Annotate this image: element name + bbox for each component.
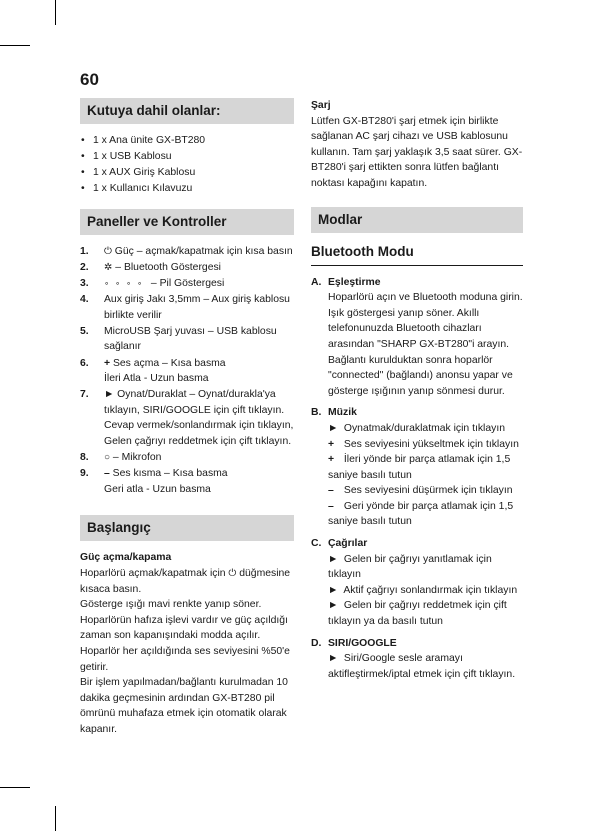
list-item: • 1 x AUX Giriş Kablosu <box>80 165 294 181</box>
list-item: 8. ○ – Mikrofon <box>80 450 294 466</box>
list-item: 3. ∘∘∘∘ – Pil Göstergesi <box>80 278 225 290</box>
page-number: 60 <box>80 70 99 89</box>
call-row: ► Aktif çağrıyı sonlandırmak için tıklayın <box>328 583 523 599</box>
plus-icon: + <box>328 438 335 450</box>
list-item: C. Çağrılar ► Gelen bir çağrıyı yanıtlamak için tıklayın ► Aktif çağrıyı sonlandırmak için tıklayın ► Gelen bir çağrıyı reddetmek için çift tıklayın ya da basılı tutun <box>311 536 523 630</box>
minus-icon: – <box>328 485 334 497</box>
minus-icon: – <box>104 468 110 480</box>
power-subtitle: Güç açma/kapama <box>80 552 172 564</box>
play-icon: ► <box>328 422 339 434</box>
music-row: – Geri yönde bir parça atlamak için 1,5 saniye basılı tutun <box>328 500 514 528</box>
play-icon: ► <box>328 553 339 565</box>
list-item: 1. ⏻ Güç – açmak/kapatmak için kısa basın <box>80 244 294 260</box>
bluetooth-mode-heading: Bluetooth Modu <box>311 242 523 266</box>
list-item: 4. Aux giriş Jakı 3,5mm – Aux giriş kablosu birlikte verilir <box>80 294 290 321</box>
panels-list <box>80 244 294 498</box>
left-column <box>80 98 294 738</box>
auto-off-paragraph: Bir işlem yapılmadan/bağlantı kurulmadan 10 dakika geçmesinin ardından GX-BT280 pil ömrünü muhafaza etmek için otomatik olarak kapanır. <box>80 677 288 735</box>
list-item: 9. – Ses kısma – Kısa basma Geri atla - Uzun basma <box>80 468 228 495</box>
battery-led-icon: ∘∘∘∘ <box>104 279 149 289</box>
charge-paragraph: Lütfen GX-BT280'i şarj etmek için birlikte sağlanan AC şarj cihazı ve USB kablosunu kullanın. Tam şarj yaklaşık 3,5 saat sürer. GX-BT280'i şarj ettikten sonra lütfen bağlantı noktası kapağını kapatın. <box>311 115 523 189</box>
crop-mark <box>55 0 56 25</box>
power-paragraph: Hoparlörü açmak/kapatmak için ⏻ düğmesine kısaca basın. <box>80 567 291 595</box>
music-row: ► Oynatmak/duraklatmak için tıklayın <box>328 421 523 437</box>
power-icon: ⏻ <box>104 245 112 257</box>
box-contents-list <box>80 133 294 197</box>
list-item: • 1 x USB Kablosu <box>80 149 294 165</box>
list-item: 6. + Ses açma – Kısa basma İleri Atla - Uzun basma <box>80 357 226 385</box>
crop-mark <box>55 806 56 831</box>
plus-icon: + <box>328 454 335 466</box>
list-item: 2. ✲ – Bluetooth Göstergesi <box>80 260 294 276</box>
music-row: + İleri yönde bir parça atlamak için 1,5 saniye basılı tutun <box>328 454 511 481</box>
list-item: 7. ► Oynat/Duraklat – Oynat/durakla'ya tıklayın, SIRI/GOOGLE için çift tıklayın. Cevap vermek/sonlandırmak için tıklayın, Gelen çağrıyı reddetmek için çift tıklayın. <box>80 389 294 447</box>
indicator-paragraph: Gösterge ışığı mavi renkte yanıp söner. Hoparlörün hafıza işlevi vardır ve güç açıldığı zaman son kapanışındaki modda açılır. Hoparlör her açıldığında ses seviyesini %50'e getirir. <box>80 599 290 673</box>
siri-row: ► Siri/Google sesle aramayı aktifleştirmek/iptal etmek için çift tıklayın. <box>328 653 516 680</box>
music-row: + Ses seviyesini yükseltmek için tıklayın <box>328 437 523 453</box>
list-item: 5. MicroUSB Şarj yuvası – USB kablosu sağlanır <box>80 325 277 353</box>
plus-icon: + <box>104 357 111 369</box>
list-item: A. Eşleştirme Hoparlörü açın ve Bluetooth moduna girin. Işık göstergesi yanıp söner. Akıllı telefonunuzda Bluetooth cihazları arasından "SHARP GX-BT280"i arayın. Bağlantı kurulduktan sonra hoparlör "connected" (bağlandı) anonsu yapar ve gösterge ışığının yanıp sönmesi durur. <box>311 276 523 397</box>
right-column <box>311 98 523 688</box>
list-item: • 1 x Ana ünite GX-BT280 <box>80 133 294 149</box>
music-row: – Ses seviyesini düşürmek için tıklayın <box>328 483 523 499</box>
play-icon: ► <box>328 600 339 612</box>
crop-mark <box>0 787 30 788</box>
microphone-icon: ○ <box>104 452 111 464</box>
charge-subtitle: Şarj <box>311 100 331 111</box>
minus-icon: – <box>328 500 334 512</box>
panels-heading: Paneller ve Kontroller <box>80 209 294 235</box>
play-icon: ► <box>104 389 115 401</box>
play-icon: ► <box>328 584 339 596</box>
power-icon: ⏻ <box>228 567 237 579</box>
list-item: D. SIRI/GOOGLE ► Siri/Google sesle aramayı aktifleştirmek/iptal etmek için çift tıklayın. <box>311 636 523 683</box>
modes-heading: Modlar <box>311 207 523 233</box>
bluetooth-mode-list <box>311 275 523 683</box>
list-item: B. Müzik ► Oynatmak/duraklatmak için tıklayın + Ses seviyesini yükseltmek için tıklayın + İleri yönde bir parça atlamak için 1,5 saniye basılı tutun – Ses seviyesini düşürmek için tıklayın – Geri yönde bir parça atlamak için 1,5 saniye basılı tutun <box>311 405 523 530</box>
call-row: ► Gelen bir çağrıyı reddetmek için çift tıklayın ya da basılı tutun <box>328 600 507 628</box>
box-contents-heading: Kutuya dahil olanlar: <box>80 98 294 124</box>
getting-started-heading: Başlangıç <box>80 515 294 541</box>
list-item: • 1 x Kullanıcı Kılavuzu <box>80 181 294 197</box>
bluetooth-led-icon: ✲ <box>104 261 113 273</box>
crop-mark <box>0 45 30 46</box>
call-row: ► Gelen bir çağrıyı yanıtlamak için tıklayın <box>328 553 492 581</box>
play-icon: ► <box>328 653 339 665</box>
